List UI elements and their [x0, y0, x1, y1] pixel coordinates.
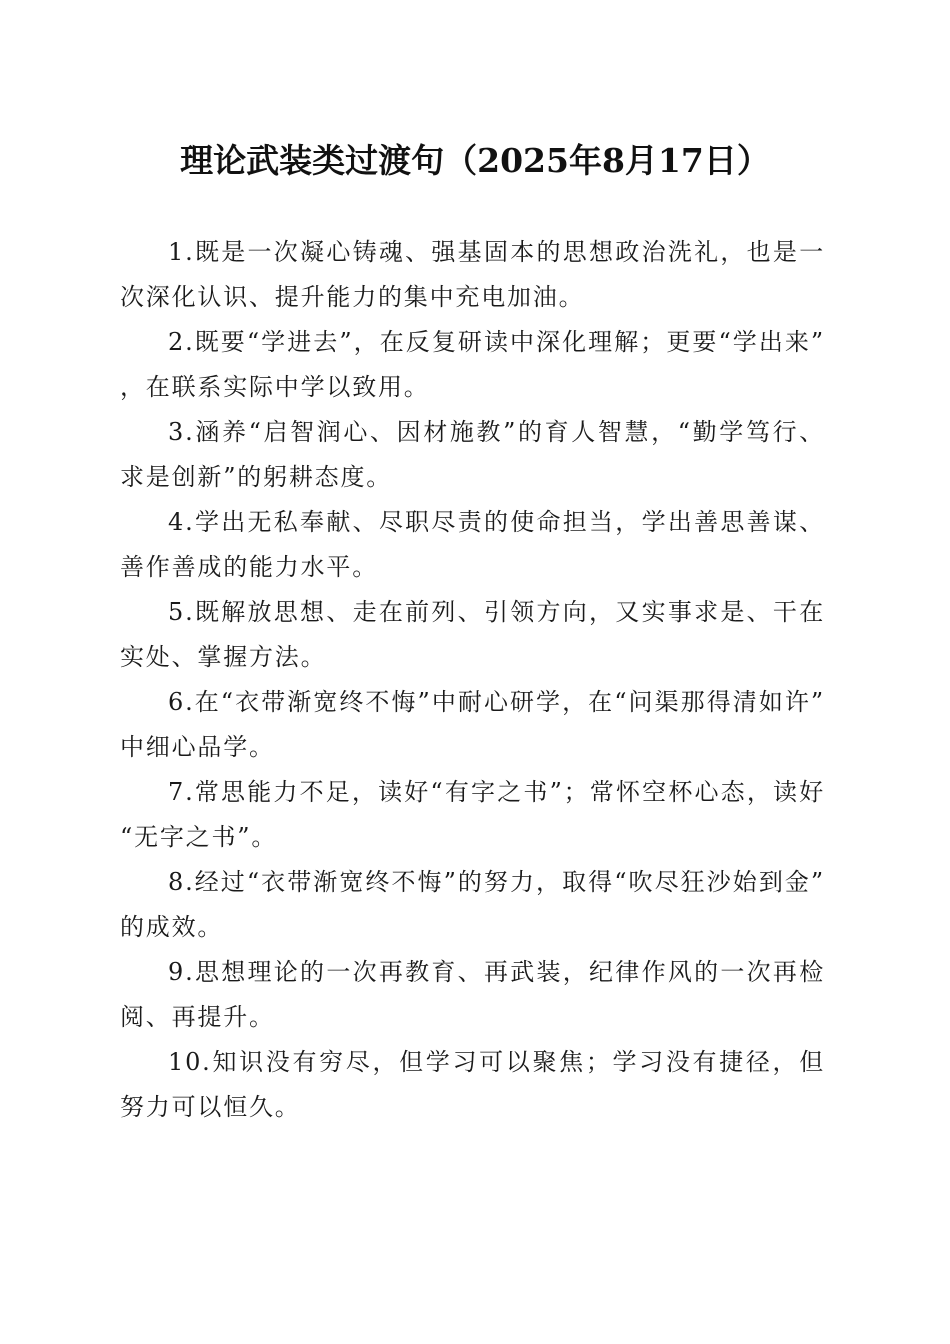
paragraph-7: 7.常思能力不足，读好“有字之书”；常怀空杯心态，读好“无字之书”。 [120, 778, 825, 851]
paragraph-10: 10.知识没有穷尽，但学习可以聚焦；学习没有捷径，但努力可以恒久。 [120, 1048, 825, 1121]
document-title: 理论武装类过渡句（2025年8月17日） [180, 141, 770, 180]
paragraph-8: 8.经过“衣带渐宽终不悔”的努力，取得“吹尽狂沙始到金”的成效。 [120, 868, 825, 941]
paragraph-4: 4.学出无私奉献、尽职尽责的使命担当，学出善思善谋、善作善成的能力水平。 [120, 508, 825, 581]
paragraph-2: 2.既要“学进去”，在反复研读中深化理解；更要“学出来”，在联系实际中学以致用。 [120, 328, 825, 401]
paragraph-9: 9.思想理论的一次再教育、再武装，纪律作风的一次再检阅、再提升。 [120, 958, 825, 1031]
paragraph-5: 5.既解放思想、走在前列、引领方向，又实事求是、干在实处、掌握方法。 [120, 598, 825, 671]
paragraph-1: 1.既是一次凝心铸魂、强基固本的思想政治洗礼，也是一次深化认识、提升能力的集中充电加油。 [120, 238, 825, 311]
paragraph-6: 6.在“衣带渐宽终不悔”中耐心研学，在“问渠那得清如许”中细心品学。 [120, 688, 825, 761]
paragraph-3: 3.涵养“启智润心、因材施教”的育人智慧，“勤学笃行、求是创新”的躬耕态度。 [120, 418, 825, 491]
document-body [120, 230, 825, 1130]
